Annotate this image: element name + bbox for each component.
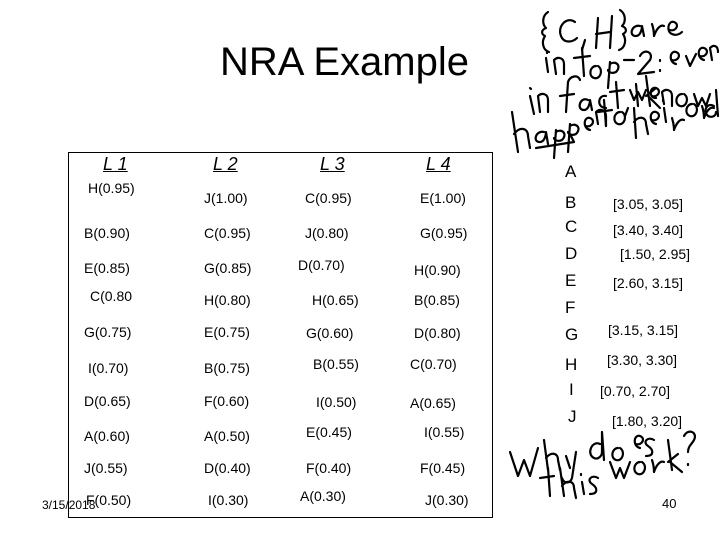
- bound-range: [2.60, 3.15]: [613, 275, 684, 291]
- bound-range: [1.50, 2.95]: [620, 246, 691, 262]
- l3-cell: G(0.60): [306, 325, 354, 341]
- bound-letter: E: [565, 271, 577, 290]
- l4-cell: C(0.70): [410, 356, 457, 372]
- bound-letter: B: [565, 193, 577, 212]
- l4-cell: I(0.55): [424, 424, 465, 440]
- header-l1: L 1: [103, 154, 128, 174]
- l2-cell: J(1.00): [204, 190, 248, 206]
- l1-cell: D(0.65): [84, 393, 131, 409]
- l4-cell: B(0.85): [414, 292, 460, 308]
- l3-cell: A(0.30): [300, 488, 346, 504]
- l2-cell: F(0.60): [204, 393, 250, 409]
- l2-cell: B(0.75): [204, 360, 250, 376]
- l2-cell: E(0.75): [204, 324, 250, 340]
- l4-cell: E(1.00): [420, 190, 466, 206]
- l4-cell: A(0.65): [410, 395, 456, 411]
- l2-cell: C(0.95): [204, 225, 251, 241]
- bound-letter: C: [565, 217, 578, 236]
- bound-letter: F: [565, 298, 576, 317]
- l4-cell: J(0.30): [425, 492, 469, 508]
- l4-cell: F(0.45): [420, 460, 466, 476]
- l1-cell: J(0.55): [84, 460, 128, 476]
- l3-cell: J(0.80): [305, 225, 349, 241]
- slide-date: 3/15/2018: [42, 498, 96, 512]
- l1-cell: H(0.95): [88, 180, 135, 196]
- bound-letter: H: [565, 355, 578, 374]
- l3-cell: I(0.50): [316, 394, 357, 410]
- bound-range: [3.05, 3.05]: [613, 196, 684, 212]
- slide-title: NRA Example: [220, 40, 469, 84]
- bound-range: [0.70, 2.70]: [600, 383, 671, 399]
- header-l2: L 2: [213, 154, 238, 174]
- l1-cell: G(0.75): [84, 324, 132, 340]
- l3-cell: F(0.40): [306, 460, 352, 476]
- bound-letter: I: [569, 380, 574, 399]
- header-l4: L 4: [426, 154, 451, 174]
- bound-range: [3.30, 3.30]: [607, 352, 678, 368]
- l4-cell: D(0.80): [414, 325, 461, 341]
- l2-cell: H(0.80): [204, 292, 251, 308]
- l3-cell: B(0.55): [313, 356, 359, 372]
- l1-cell: F(0.50): [86, 492, 132, 508]
- l1-cell: B(0.90): [84, 225, 130, 241]
- l1-cell: C(0.80: [90, 288, 133, 304]
- l3-cell: D(0.70): [298, 257, 345, 273]
- l1-cell: I(0.70): [88, 360, 129, 376]
- bound-letter: J: [568, 407, 577, 426]
- bound-letter: D: [565, 244, 578, 263]
- bound-range: [3.15, 3.15]: [608, 322, 679, 338]
- l2-cell: G(0.85): [204, 260, 252, 276]
- l1-cell: E(0.85): [84, 260, 130, 276]
- l2-cell: D(0.40): [204, 460, 251, 476]
- bound-letter: G: [565, 325, 579, 344]
- l3-cell: H(0.65): [312, 292, 359, 308]
- bound-range: [1.80, 3.20]: [612, 413, 683, 429]
- l3-cell: E(0.45): [306, 424, 352, 440]
- page-number: 40: [662, 496, 677, 511]
- l2-cell: A(0.50): [204, 428, 250, 444]
- l2-cell: I(0.30): [208, 492, 249, 508]
- bound-letter: A: [565, 162, 577, 181]
- bound-range: [3.40, 3.40]: [613, 222, 684, 238]
- l4-cell: H(0.90): [414, 262, 461, 278]
- l4-cell: G(0.95): [420, 225, 468, 241]
- l3-cell: C(0.95): [305, 190, 352, 206]
- header-l3: L 3: [320, 154, 345, 174]
- l1-cell: A(0.60): [84, 428, 130, 444]
